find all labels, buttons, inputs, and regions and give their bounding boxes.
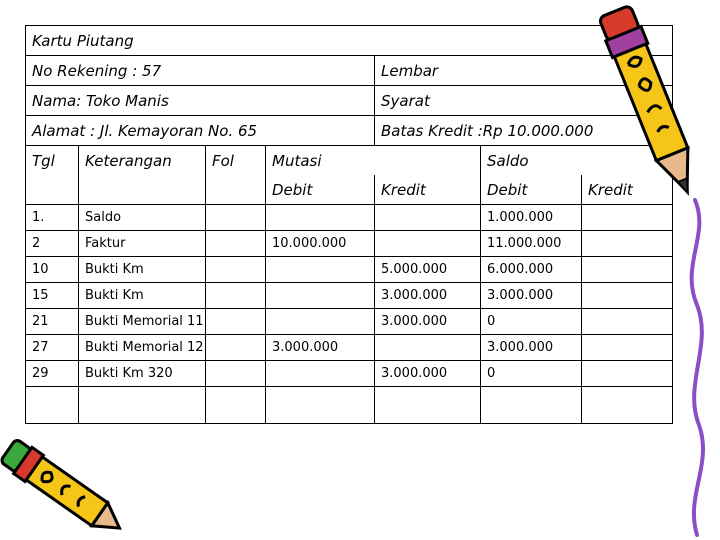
squiggle-icon [675, 195, 720, 540]
row-debit: 3.000.000 [266, 335, 375, 361]
row-credit: 5.000.000 [375, 257, 481, 283]
row-credit: 3.000.000 [375, 283, 481, 309]
title-row [26, 26, 673, 56]
column-header-row-2 [26, 175, 673, 205]
col-balance-credit-header: Kredit [582, 175, 673, 205]
row-balance-credit [582, 283, 673, 309]
row-balance-debit: 11.000.000 [481, 231, 582, 257]
row-description: Bukti Memorial 12 [79, 335, 206, 361]
row-date: 10 [26, 257, 79, 283]
table-row [26, 205, 673, 231]
customer-name: Nama: Toko Manis [26, 86, 375, 116]
receivable-card-table [25, 25, 673, 424]
row-date: 21 [26, 309, 79, 335]
row-debit: 10.000.000 [266, 231, 375, 257]
col-description-header: Keterangan [79, 146, 206, 176]
row-credit [375, 205, 481, 231]
row-debit [266, 361, 375, 387]
column-header-row-1 [26, 146, 673, 176]
table-row [26, 257, 673, 283]
row-balance-credit [582, 335, 673, 361]
account-number: No Rekening : 57 [26, 56, 375, 86]
row-balance-debit: 0 [481, 309, 582, 335]
table-row [26, 283, 673, 309]
table-row [26, 231, 673, 257]
row-debit [266, 205, 375, 231]
name-row [26, 86, 673, 116]
address-row [26, 116, 673, 146]
table-row [26, 309, 673, 335]
blank-row [26, 387, 673, 424]
table-row [26, 335, 673, 361]
col-credit-header: Kredit [375, 175, 481, 205]
account-row [26, 56, 673, 86]
pencil-icon [596, 0, 720, 212]
row-credit [375, 231, 481, 257]
row-balance-debit: 1.000.000 [481, 205, 582, 231]
row-credit: 3.000.000 [375, 309, 481, 335]
row-balance-credit [582, 309, 673, 335]
row-balance-debit: 6.000.000 [481, 257, 582, 283]
sheet-label: Lembar [375, 56, 673, 86]
col-balance-debit-header: Debit [481, 175, 582, 205]
row-balance-credit [582, 231, 673, 257]
row-balance-debit: 0 [481, 361, 582, 387]
row-description: Bukti Km [79, 257, 206, 283]
row-debit [266, 257, 375, 283]
row-credit [375, 335, 481, 361]
row-date: 29 [26, 361, 79, 387]
row-date: 15 [26, 283, 79, 309]
row-description: Faktur [79, 231, 206, 257]
col-debit-header: Debit [266, 175, 375, 205]
row-description: Bukti Memorial 11 [79, 309, 206, 335]
pencil-icon [0, 428, 122, 540]
col-mutation-header: Mutasi [266, 146, 481, 176]
card-title: Kartu Piutang [26, 26, 673, 56]
terms-label: Syarat [375, 86, 673, 116]
credit-limit: Batas Kredit :Rp 10.000.000 [375, 116, 673, 146]
row-debit [266, 309, 375, 335]
customer-address: Alamat : Jl. Kemayoran No. 65 [26, 116, 375, 146]
row-balance-credit [582, 257, 673, 283]
row-credit: 3.000.000 [375, 361, 481, 387]
col-folio-header: Fol [206, 146, 266, 176]
row-balance-credit [582, 361, 673, 387]
row-date: 27 [26, 335, 79, 361]
row-description: Saldo [79, 205, 206, 231]
col-balance-header: Saldo [481, 146, 673, 176]
row-debit [266, 283, 375, 309]
row-balance-debit: 3.000.000 [481, 335, 582, 361]
row-date: 1. [26, 205, 79, 231]
col-date-header: Tgl [26, 146, 79, 176]
row-description: Bukti Km [79, 283, 206, 309]
row-description: Bukti Km 320 [79, 361, 206, 387]
row-balance-debit: 3.000.000 [481, 283, 582, 309]
table-row [26, 361, 673, 387]
row-date: 2 [26, 231, 79, 257]
